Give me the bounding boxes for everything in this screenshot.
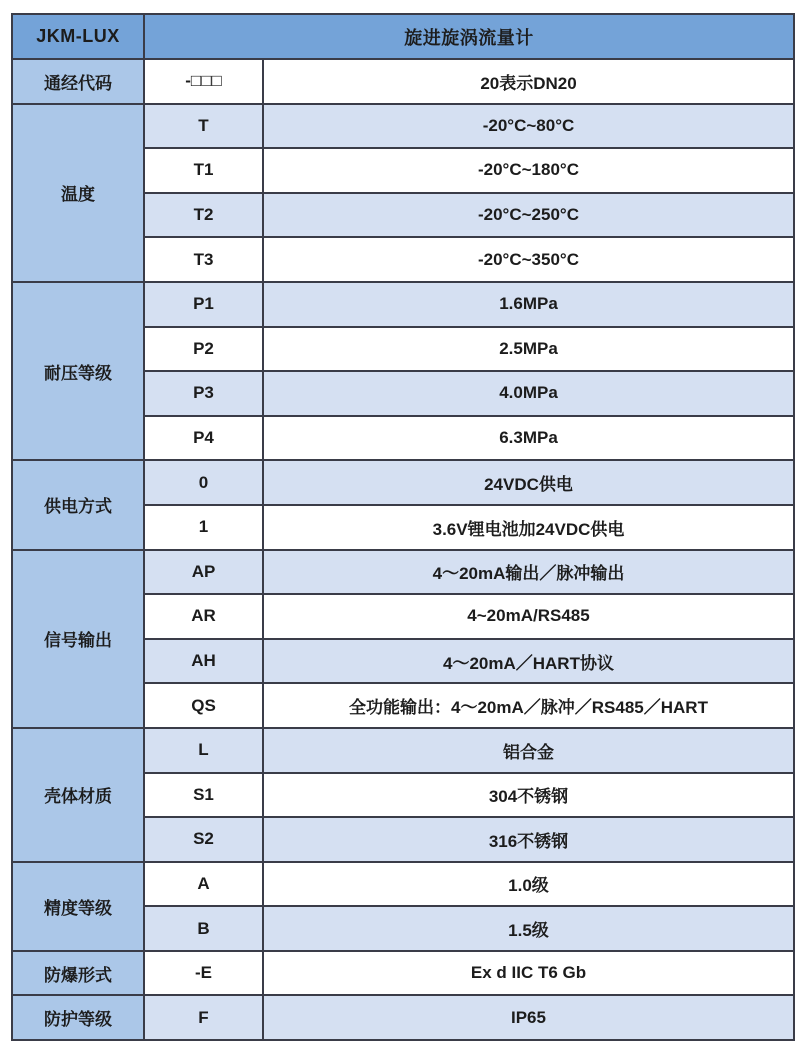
table-row	[12, 460, 794, 505]
category-cell-housing-material: 壳体材质	[12, 728, 144, 862]
description-cell-temperature-0: -20°C~80°C	[263, 104, 794, 149]
category-cell-explosion-proof-type: 防爆形式	[12, 951, 144, 996]
category-cell-accuracy-class: 精度等级	[12, 862, 144, 951]
description-cell-temperature-3: -20°C~350°C	[263, 237, 794, 282]
description-cell-power-supply-0: 24VDC供电	[263, 460, 794, 505]
category-cell-diameter-code: 通经代码	[12, 59, 144, 104]
description-cell-power-supply-1: 3.6V锂电池加24VDC供电	[263, 505, 794, 550]
table-row	[12, 995, 794, 1040]
code-cell-housing-material-0: L	[144, 728, 263, 773]
code-cell-housing-material-1: S1	[144, 773, 263, 818]
table-row	[12, 59, 794, 104]
code-cell-signal-output-3: QS	[144, 683, 263, 728]
category-cell-pressure-rating: 耐压等级	[12, 282, 144, 460]
description-cell-pressure-rating-0: 1.6MPa	[263, 282, 794, 327]
description-cell-accuracy-class-0: 1.0级	[263, 862, 794, 907]
code-cell-temperature-2: T2	[144, 193, 263, 238]
code-cell-temperature-0: T	[144, 104, 263, 149]
description-cell-housing-material-0: 铝合金	[263, 728, 794, 773]
code-cell-pressure-rating-0: P1	[144, 282, 263, 327]
table-row	[12, 862, 794, 907]
code-cell-signal-output-1: AR	[144, 594, 263, 639]
code-cell-pressure-rating-2: P3	[144, 371, 263, 416]
table-row	[12, 550, 794, 595]
code-cell-signal-output-2: AH	[144, 639, 263, 684]
table-row	[12, 104, 794, 149]
code-cell-diameter-code-0: -□□□	[144, 59, 263, 104]
code-cell-accuracy-class-0: A	[144, 862, 263, 907]
description-cell-signal-output-1: 4~20mA/RS485	[263, 594, 794, 639]
table-header-row	[12, 14, 794, 59]
code-cell-temperature-1: T1	[144, 148, 263, 193]
code-cell-power-supply-0: 0	[144, 460, 263, 505]
category-cell-power-supply: 供电方式	[12, 460, 144, 549]
description-cell-temperature-1: -20°C~180°C	[263, 148, 794, 193]
category-cell-signal-output: 信号输出	[12, 550, 144, 728]
description-cell-housing-material-1: 304不锈钢	[263, 773, 794, 818]
code-cell-housing-material-2: S2	[144, 817, 263, 862]
table-row	[12, 728, 794, 773]
selection-code-table	[11, 13, 795, 1041]
description-cell-explosion-proof-type-0: Ex d IIC T6 Gb	[263, 951, 794, 996]
code-cell-explosion-proof-type-0: -E	[144, 951, 263, 996]
description-cell-signal-output-0: 4～20mA输出／脉冲输出	[263, 550, 794, 595]
table-row	[12, 951, 794, 996]
product-title-cell: 旋进旋涡流量计	[144, 14, 794, 59]
code-cell-protection-rating-0: F	[144, 995, 263, 1040]
table-row	[12, 282, 794, 327]
description-cell-accuracy-class-1: 1.5级	[263, 906, 794, 951]
description-cell-pressure-rating-1: 2.5MPa	[263, 327, 794, 372]
code-cell-accuracy-class-1: B	[144, 906, 263, 951]
selection-code-table-body	[12, 59, 794, 1040]
code-cell-temperature-3: T3	[144, 237, 263, 282]
code-cell-signal-output-0: AP	[144, 550, 263, 595]
code-cell-pressure-rating-3: P4	[144, 416, 263, 461]
code-cell-power-supply-1: 1	[144, 505, 263, 550]
model-code-cell: JKM-LUX	[12, 14, 144, 59]
category-cell-temperature: 温度	[12, 104, 144, 282]
category-cell-protection-rating: 防护等级	[12, 995, 144, 1040]
description-cell-protection-rating-0: IP65	[263, 995, 794, 1040]
description-cell-pressure-rating-2: 4.0MPa	[263, 371, 794, 416]
description-cell-diameter-code-0: 20表示DN20	[263, 59, 794, 104]
description-cell-pressure-rating-3: 6.3MPa	[263, 416, 794, 461]
code-cell-pressure-rating-1: P2	[144, 327, 263, 372]
description-cell-signal-output-2: 4～20mA／HART协议	[263, 639, 794, 684]
description-cell-signal-output-3: 全功能输出：4～20mA／脉冲／RS485／HART	[263, 683, 794, 728]
description-cell-housing-material-2: 316不锈钢	[263, 817, 794, 862]
description-cell-temperature-2: -20°C~250°C	[263, 193, 794, 238]
